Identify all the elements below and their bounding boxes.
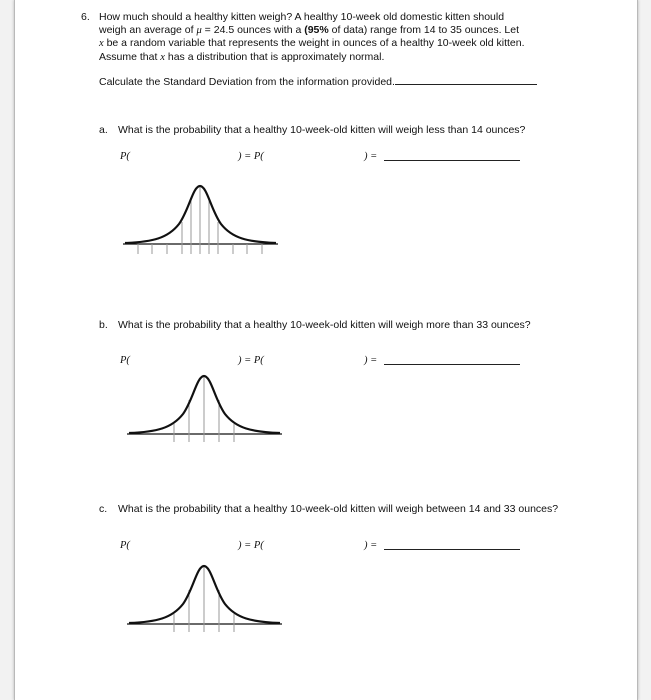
part-a-answer-blank[interactable] [384,160,520,161]
question-stem [99,11,599,64]
part-c [99,503,599,533]
part-a-letter: a. [99,124,108,136]
part-b-p-end: ) = [364,355,378,366]
stem-line-3: be a random variable that represents the weight in ounces of a healthy 10-week old kitten. [103,37,525,49]
part-c-p-open: P( [120,540,130,551]
part-a-text: What is the probability that a healthy 10-week-old kitten will weigh less than 14 ounces? [118,124,526,136]
stem-line-4b: has a distribution that is approximately normal. [164,50,385,63]
std-dev-prompt-text: Calculate the Standard Deviation from the information provided. [99,76,395,88]
normal-curve-a [123,182,278,262]
part-c-p-end: ) = [364,540,378,551]
part-b-answer-blank[interactable] [384,364,520,365]
part-c-prob-row [15,540,635,554]
part-a-p-mid: ) = P( [238,151,264,162]
part-b-p-mid: ) = P( [238,355,264,366]
mu-symbol: μ [196,24,202,36]
x-variable-2: x [160,51,165,63]
stem-line-2a: weigh an average of [99,23,197,36]
part-a-p-end: ) = [364,151,378,162]
part-b-p-open: P( [120,355,130,366]
part-c-answer-blank[interactable] [384,549,520,550]
part-c-letter: c. [99,503,108,515]
part-c-p-mid: ) = P( [238,540,264,551]
normal-curve-c [127,562,282,634]
normal-curve-b [127,372,282,444]
stem-line-4a: Assume that [99,50,161,63]
std-dev-answer-blank[interactable] [395,74,537,85]
stem-bold-percent: (95% [304,23,329,36]
part-c-text: What is the probability that a healthy 10-week-old kitten will weigh between 14 and 33 ounces? [118,503,559,515]
part-a-p-open: P( [120,151,130,162]
stem-line-2c: of data) range from 14 to 35 ounces. Let [328,23,520,36]
part-b-letter: b. [99,319,108,331]
x-variable: x [99,38,104,49]
stem-line-2b: = 24.5 ounces with a [201,23,305,36]
worksheet-page [14,0,638,700]
part-b-text: What is the probability that a healthy 10-week-old kitten will weigh more than 33 ounces? [118,319,531,331]
question-number: 6. [81,11,90,23]
stem-line-1: How much should a healthy kitten weigh? A healthy 10-week old domestic kitten should [99,11,505,23]
part-b [99,319,599,349]
part-b-prob-row [15,355,635,369]
part-a [99,124,599,154]
part-a-prob-row [15,151,635,165]
std-dev-prompt [99,74,537,88]
